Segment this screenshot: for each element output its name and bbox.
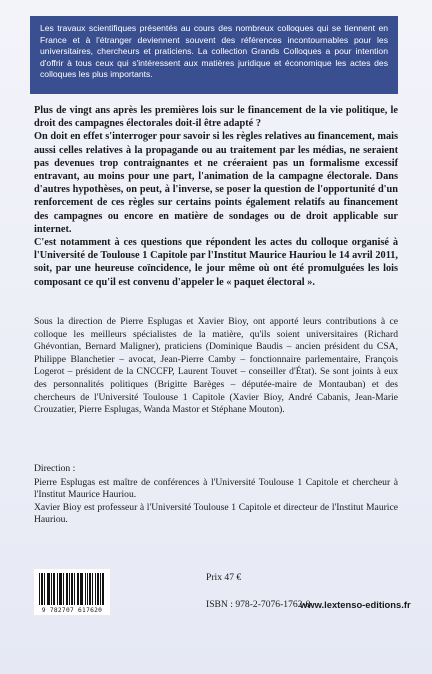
- barcode-bar: [85, 573, 86, 605]
- summary-block: [34, 104, 398, 289]
- barcode-bar: [61, 573, 62, 605]
- barcode-bar: [51, 573, 52, 605]
- barcode-number: 9 782707 617620: [41, 607, 103, 614]
- barcode-bar: [60, 573, 61, 605]
- barcode-bars: [39, 573, 105, 605]
- barcode-bar: [80, 573, 81, 605]
- barcode-bar: [95, 573, 96, 605]
- price: Prix 47 €: [206, 572, 242, 583]
- summary-paragraph: Plus de vingt ans après les premières lois sur le financement de la vie politique, le droit des campagnes électorales doit-il être adapté ?: [34, 105, 398, 130]
- summary-paragraph: On doit en effet s'interroger pour savoir si les règles relatives au financement, mais aussi celles relatives à la propagande ou au traitement par les médias, ne seraient pas devenues trop contraignantes et ne créeraient pas un formalisme excessif entravant, au moins pour une part, l'animation de la campagne électorale. Dans d'autres hypothèses, on peut, à l'inverse, se poser la question de l'opportunité d'un renforcement de ces règles sur certains points également relatifs au financement des campagnes ou encore en matière de sondages ou de droit applicable sur internet.: [34, 131, 398, 235]
- barcode-bar: [57, 573, 58, 605]
- barcode-bar: [74, 573, 75, 605]
- director-bio: Xavier Bioy est professeur à l'Université Toulouse 1 Capitole et directeur de l'Institut Maurice Hauriou.: [34, 501, 398, 526]
- barcode-bar: [53, 573, 54, 605]
- barcode-bar: [78, 573, 79, 605]
- barcode-bar: [89, 573, 90, 605]
- barcode-bar: [98, 573, 99, 605]
- barcode-bar: [97, 573, 98, 605]
- direction-block: [34, 463, 398, 527]
- barcode-bar: [71, 573, 72, 605]
- barcode-bar: [54, 573, 55, 605]
- barcode-bar: [90, 573, 91, 605]
- barcode-bar: [63, 573, 64, 605]
- contributors-block: [34, 316, 398, 417]
- barcode-bar: [72, 573, 73, 605]
- barcode-bar: [92, 573, 93, 605]
- barcode-bar: [100, 573, 101, 605]
- contributors-paragraph: Sous la direction de Pierre Esplugas et Xavier Bioy, ont apporté leurs contributions à ce colloque les meilleurs spécialistes de la matière, qu'ils soient universitaires (Richard Ghévontian, Bernard Maligner), praticiens (Dominique Baudis – ancien président du CSA, Philippe Blanchetier – avocat, Jean-Pierre Camby – fonctionnaire parlementaire, François Logerot – président de la CNCCFP, Laurent Touvet – conseiller d'État). Se sont joints à eux des personnalités politiques (Brigitte Barèges – députée-maire de Montauban) et des chercheurs de l'Université Toulouse 1 Capitole (Xavier Bioy, André Cabanis, Jean-Marie Crouzatier, Pierre Esplugas, Wanda Mastor et Stéphane Mouton).: [34, 316, 398, 416]
- barcode-bar: [77, 573, 78, 605]
- publisher-website: www.lextenso-editions.fr: [300, 599, 411, 610]
- barcode-bar: [81, 573, 82, 605]
- barcode-bar: [87, 573, 88, 605]
- summary-paragraph: C'est notamment à ces questions que répondent les actes du colloque organisé à l'Université de Toulouse 1 Capitole par l'Institut Maurice Hauriou le 14 avril 2011, soit, par une heureuse coïncidence, le jour même où ont été promulguées les lois composant ce qu'il est convenu d'appeler le « paquet électoral ».: [34, 237, 398, 288]
- direction-heading: Direction :: [34, 463, 76, 474]
- barcode-bar: [39, 573, 40, 605]
- barcode-bar: [59, 573, 60, 605]
- barcode-bar: [67, 573, 68, 605]
- barcode: [34, 569, 110, 615]
- barcode-bar: [103, 573, 104, 605]
- isbn: ISBN : 978-2-7076-1762-0: [206, 599, 311, 610]
- barcode-bar: [82, 573, 83, 605]
- collection-banner: [30, 16, 398, 94]
- barcode-bar: [49, 573, 50, 605]
- barcode-bar: [42, 573, 43, 605]
- banner-text: Les travaux scientifiques présentés au cours des nombreux colloques qui se tiennent en France et à l'étranger deviennent souvent des références incontournables pour les universitaires, chercheurs et praticiens. La collection Grands Colloques a pour intention d'offrir à tous ceux qui s'intéressent aux matières juridique et économique les actes des colloques les plus importants.: [40, 23, 388, 80]
- barcode-bar: [44, 573, 45, 605]
- barcode-bar: [66, 573, 67, 605]
- barcode-bar: [102, 573, 103, 605]
- barcode-bar: [41, 573, 42, 605]
- barcode-bar: [48, 573, 49, 605]
- director-bio: Pierre Esplugas est maître de conférences à l'Université Toulouse 1 Capitole et chercheur à l'Institut Maurice Hauriou.: [34, 476, 398, 501]
- barcode-bar: [47, 573, 48, 605]
- barcode-bar: [69, 573, 70, 605]
